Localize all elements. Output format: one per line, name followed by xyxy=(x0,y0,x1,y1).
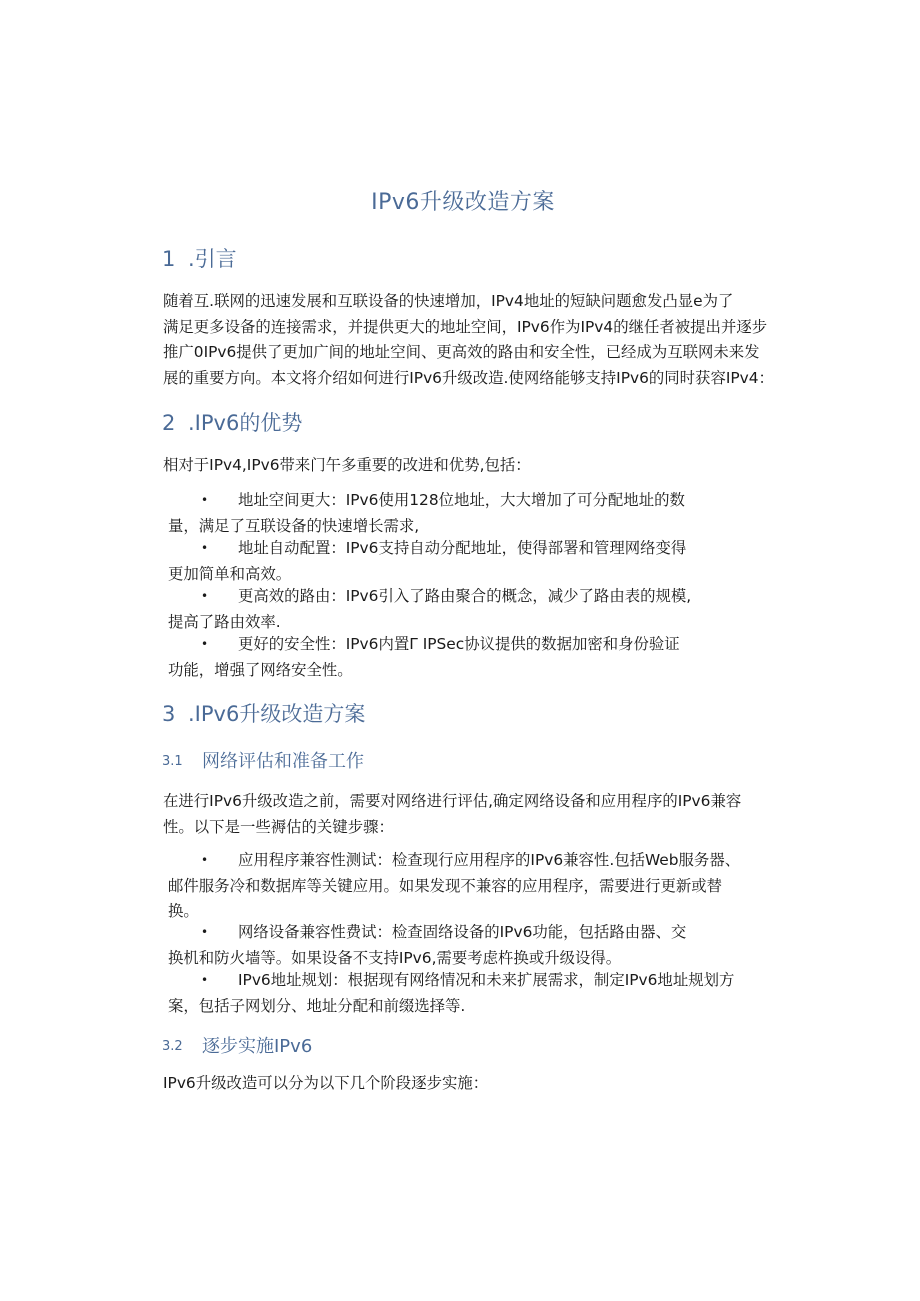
list-item xyxy=(168,632,788,683)
subsection-3-1-title: 网络评估和准备工作 xyxy=(202,751,364,772)
paragraph-line: 随着互.联网的迅速发展和互联设备的快速增加，IPv4地址的短缺问题愈发凸显e为了 xyxy=(163,292,734,310)
list-item-line: 更高效的路由：IPv6引入了路由聚合的概念，减少了路由表的规模, xyxy=(238,587,692,605)
subsection-3-2-title: 逐步实施IPv6 xyxy=(202,1036,313,1057)
bullet-icon: • xyxy=(201,973,209,987)
list-item xyxy=(168,536,788,587)
list-item-line: 更加简单和高效。 xyxy=(168,564,292,583)
list-item-line: IPv6地址规划：根据现有网络情况和未来扩展需求，制定IPv6地址规划方 xyxy=(238,971,735,989)
paragraph-line: 性。以下是一些褥估的关键步骤： xyxy=(163,817,394,836)
document-title: IPv6升级改造方案 xyxy=(371,190,555,215)
list-item-line: 应用程序兼容性测试：检查现行应用程序的IPv6兼容性.包括Web服务器、 xyxy=(238,851,741,869)
section-1-number: 1 xyxy=(162,247,176,271)
bullet-icon: • xyxy=(201,589,209,603)
subsection-3-2-number: 3.2 xyxy=(162,1039,183,1054)
list-item-line: 换。 xyxy=(168,902,199,920)
subsection-3-1-number: 3.1 xyxy=(162,754,183,769)
bullet-icon: • xyxy=(201,541,209,555)
paragraph-line: 相对于IPv4,IPv6带来门午多重要的改进和优势,包括： xyxy=(163,456,531,474)
list-item-line: 邮件服务冷和数据库等关键应用。如果发现不兼容的应用程序，需要进行更新或替 xyxy=(168,876,723,895)
subsection-3-2-heading xyxy=(162,1032,312,1058)
bullet-icon: • xyxy=(201,853,209,867)
list-item xyxy=(168,848,788,925)
subsection-3-1-intro xyxy=(162,789,802,840)
paragraph-line: 满足更多设备的连接需求，并提供更大的地址空间，IPv6作为IPv4的继任者被提出并逐步 xyxy=(163,317,768,336)
paragraph-line: 在进行IPv6升级改造之前，需要对网络进行评估,确定网络设备和应用程序的IPv6兼容 xyxy=(163,792,742,810)
list-item-line: 换机和防火墙等。如果设备不支持IPv6,需要考虑杵换或升级设得。 xyxy=(168,948,622,967)
list-item-line: 功能，增强了网络安全性。 xyxy=(168,660,353,679)
section-3-heading xyxy=(162,698,365,728)
list-item-line: 量，满足了互联设备的快速增长需求, xyxy=(168,516,420,535)
paragraph-line: 推广0IPv6提供了更加广间的地址空间、更高效的路由和安全性，已经成为互联网未来发 xyxy=(163,343,760,361)
list-item-line: 更好的安全性：IPv6内置Γ IPSec协议提供的数据加密和身份验证 xyxy=(238,635,680,653)
paragraph-line: IPv6升级改造可以分为以下几个阶段逐步实施： xyxy=(163,1074,489,1092)
section-1-heading xyxy=(162,243,237,273)
bullet-icon: • xyxy=(201,925,209,939)
list-item xyxy=(168,968,788,1019)
list-item-line: 案，包括子网划分、地址分配和前缀选择等. xyxy=(168,996,466,1015)
section-1-paragraph xyxy=(162,289,802,391)
bullet-icon: • xyxy=(201,493,209,507)
section-2-intro xyxy=(162,453,802,479)
list-item xyxy=(168,488,788,539)
list-item-line: 提高了路由效率. xyxy=(168,612,281,631)
subsection-3-2-intro xyxy=(162,1071,802,1097)
list-item xyxy=(168,920,788,971)
list-item-line: 网络设备兼容性费试：检查固络设备的IPv6功能，包括路由器、交 xyxy=(238,923,687,941)
section-2-heading xyxy=(162,407,302,437)
section-1-title: .引言 xyxy=(188,247,237,271)
bullet-icon: • xyxy=(201,637,209,651)
section-2-title: .IPv6的优势 xyxy=(188,411,303,435)
list-item xyxy=(168,584,788,635)
list-item-line: 地址空间更大：IPv6使用128位地址，大大增加了可分配地址的数 xyxy=(238,491,685,509)
section-3-number: 3 xyxy=(162,702,176,726)
subsection-3-1-heading xyxy=(162,747,364,773)
list-item-line: 地址自动配置：IPv6支持自动分配地址，使得部署和管理网络变得 xyxy=(238,539,687,557)
section-2-number: 2 xyxy=(162,411,176,435)
section-3-title: .IPv6升级改造方案 xyxy=(188,702,366,726)
paragraph-line: 展的重要方向。本文将介绍如何进行IPv6升级改造.使网络能够支持IPv6的同时获容IPv4： xyxy=(163,368,774,387)
